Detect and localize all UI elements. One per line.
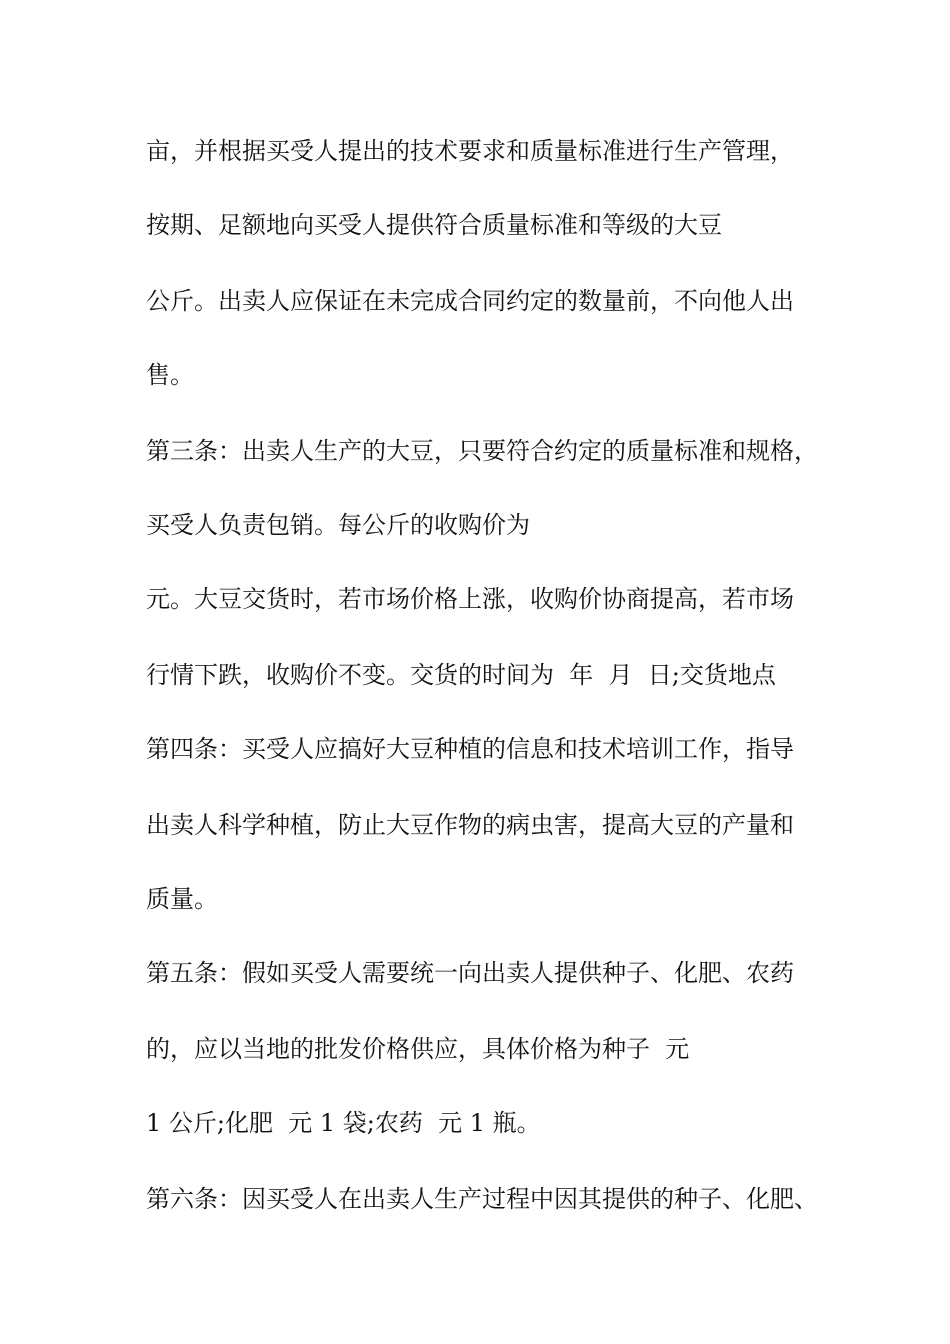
text-line-13: 的，应以当地的批发价格供应，具体价格为种子 元 <box>146 1035 690 1063</box>
text-line-1: 亩，并根据买受人提出的技术要求和质量标准进行生产管理， <box>146 137 794 165</box>
text-line-6: 买受人负责包销。每公斤的收购价为 <box>146 511 530 539</box>
text-line-3: 公斤。出卖人应保证在未完成合同约定的数量前，不向他人出 <box>146 287 794 315</box>
text-line-4: 售。 <box>146 361 194 389</box>
text-line-7: 元。大豆交货时，若市场价格上涨，收购价协商提高，若市场 <box>146 585 794 613</box>
text-line-10: 出卖人科学种植，防止大豆作物的病虫害，提高大豆的产量和 <box>146 811 794 839</box>
text-line-9: 第四条：买受人应搞好大豆种植的信息和技术培训工作，指导 <box>146 735 794 763</box>
text-line-11: 质量。 <box>146 885 218 913</box>
text-line-15: 第六条：因买受人在出卖人生产过程中因其提供的种子、化肥、 <box>146 1185 818 1213</box>
text-line-8: 行情下跌，收购价不变。交货的时间为 年 月 日;交货地点 <box>146 661 776 689</box>
text-line-5: 第三条：出卖人生产的大豆，只要符合约定的质量标准和规格， <box>146 437 818 465</box>
text-line-14: 1 公斤;化肥 元 1 袋;农药 元 1 瓶。 <box>146 1109 541 1137</box>
text-line-12: 第五条：假如买受人需要统一向出卖人提供种子、化肥、农药 <box>146 959 794 987</box>
text-line-2: 按期、足额地向买受人提供符合质量标准和等级的大豆 <box>146 211 722 239</box>
